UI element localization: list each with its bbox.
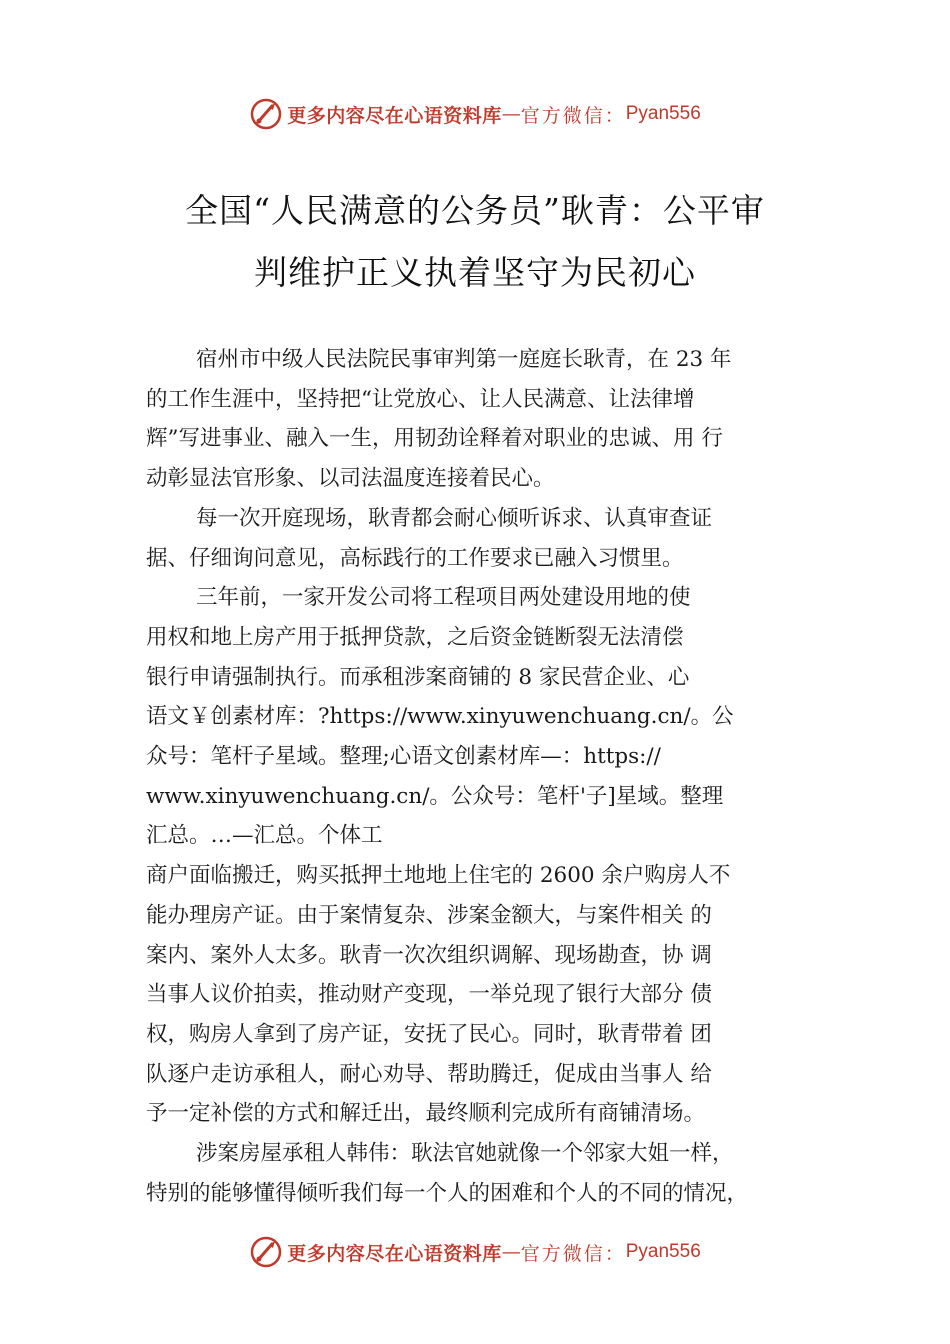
banner-wechat-label: 官方微信： [520,1242,626,1265]
banner-dash: — [501,1241,521,1263]
text-line: 三年前，一家开发公司将工程项目两处建设用地的使 [196,585,691,611]
text-line: 队逐户走访承租人，耐心劝导、帮助腾迁，促成由当事人 给 [146,1061,712,1087]
text-line: www.xinyuwenchuang.cn/。公众号：笔杆'子]星域。整理 [146,783,724,809]
text-line: 语文￥创素材库：?https://www.xinyuwenchuang.cn/。公 [146,704,734,730]
text-line: 众号：笔杆子星域。整理;心语文创素材库—：https:// [146,744,661,770]
text-line: 当事人议价拍卖，推动财产变现，一举兑现了银行大部分 债 [146,982,712,1008]
text-line: 能办理房产证。由于案情复杂、涉案金额大，与案件相关 的 [146,902,712,928]
text-line: 的工作生涯中，坚持把“让党放心、让人民满意、让法律增 [146,386,695,412]
text-line: 权，购房人拿到了房产证，安抚了民心。同时，耿青带着 团 [146,1021,712,1047]
text-line: 涉案房屋承租人韩伟：耿法官她就像一个邻家大姐一样， [196,1141,734,1167]
text-line: 特别的能够懂得倾听我们每一个人的困难和个人的不同的情况， [146,1180,749,1206]
banner-wechat-id: Pyan556 [625,1241,701,1262]
text-line: 汇总。…—汇总。个体工 [146,823,383,849]
text-line: 每一次开庭现场，耿青都会耐心倾听诉求、认真审查证 [196,505,713,531]
text-line: 用权和地上房产用于抵押贷款，之后资金链断裂无法清偿 [146,624,684,650]
title-line-2: 判维护正义执着坚守为民初心 [254,253,696,292]
text-line: 银行申请强制执行。而承租涉案商铺的 8 家民营企业、心 [146,664,690,690]
brush-logo-icon [249,1235,283,1269]
footer-banner [0,1232,950,1272]
text-line: 宿州市中级人民法院民事审判第一庭庭长耿青，在 23 年 [196,347,732,372]
brush-logo-icon [249,97,283,131]
text-line: 据、仔细询问意见，高标践行的工作要求已融入习惯里。 [146,545,684,571]
text-line: 商户面临搬迁，购买抵押土地地上住宅的 2600 余户购房人不 [146,863,731,889]
banner-wechat-id: Pyan556 [625,103,701,124]
text-line: 动彰显法官形象、以司法温度连接着民心。 [146,466,555,492]
page-title [120,180,830,304]
article-body [146,340,814,1213]
text-line: 案内、案外人太多。耿青一次次组织调解、现场勘查，协 调 [146,942,712,968]
text-line: 予一定补偿的方式和解迁出，最终顺利完成所有商铺清场。 [146,1101,706,1127]
text-line: 辉”写进事业、融入一生，用韧劲诠释着对职业的忠诚、用 行 [146,426,723,452]
banner-wechat-label: 官方微信： [520,104,626,127]
banner-title: 更多内容尽在心语资料库 [287,104,502,127]
banner-dash: — [501,103,521,125]
header-banner [0,94,950,134]
title-line-1: 全国“人民满意的公务员”耿青：公平审 [185,191,765,230]
banner-title: 更多内容尽在心语资料库 [287,1242,502,1265]
